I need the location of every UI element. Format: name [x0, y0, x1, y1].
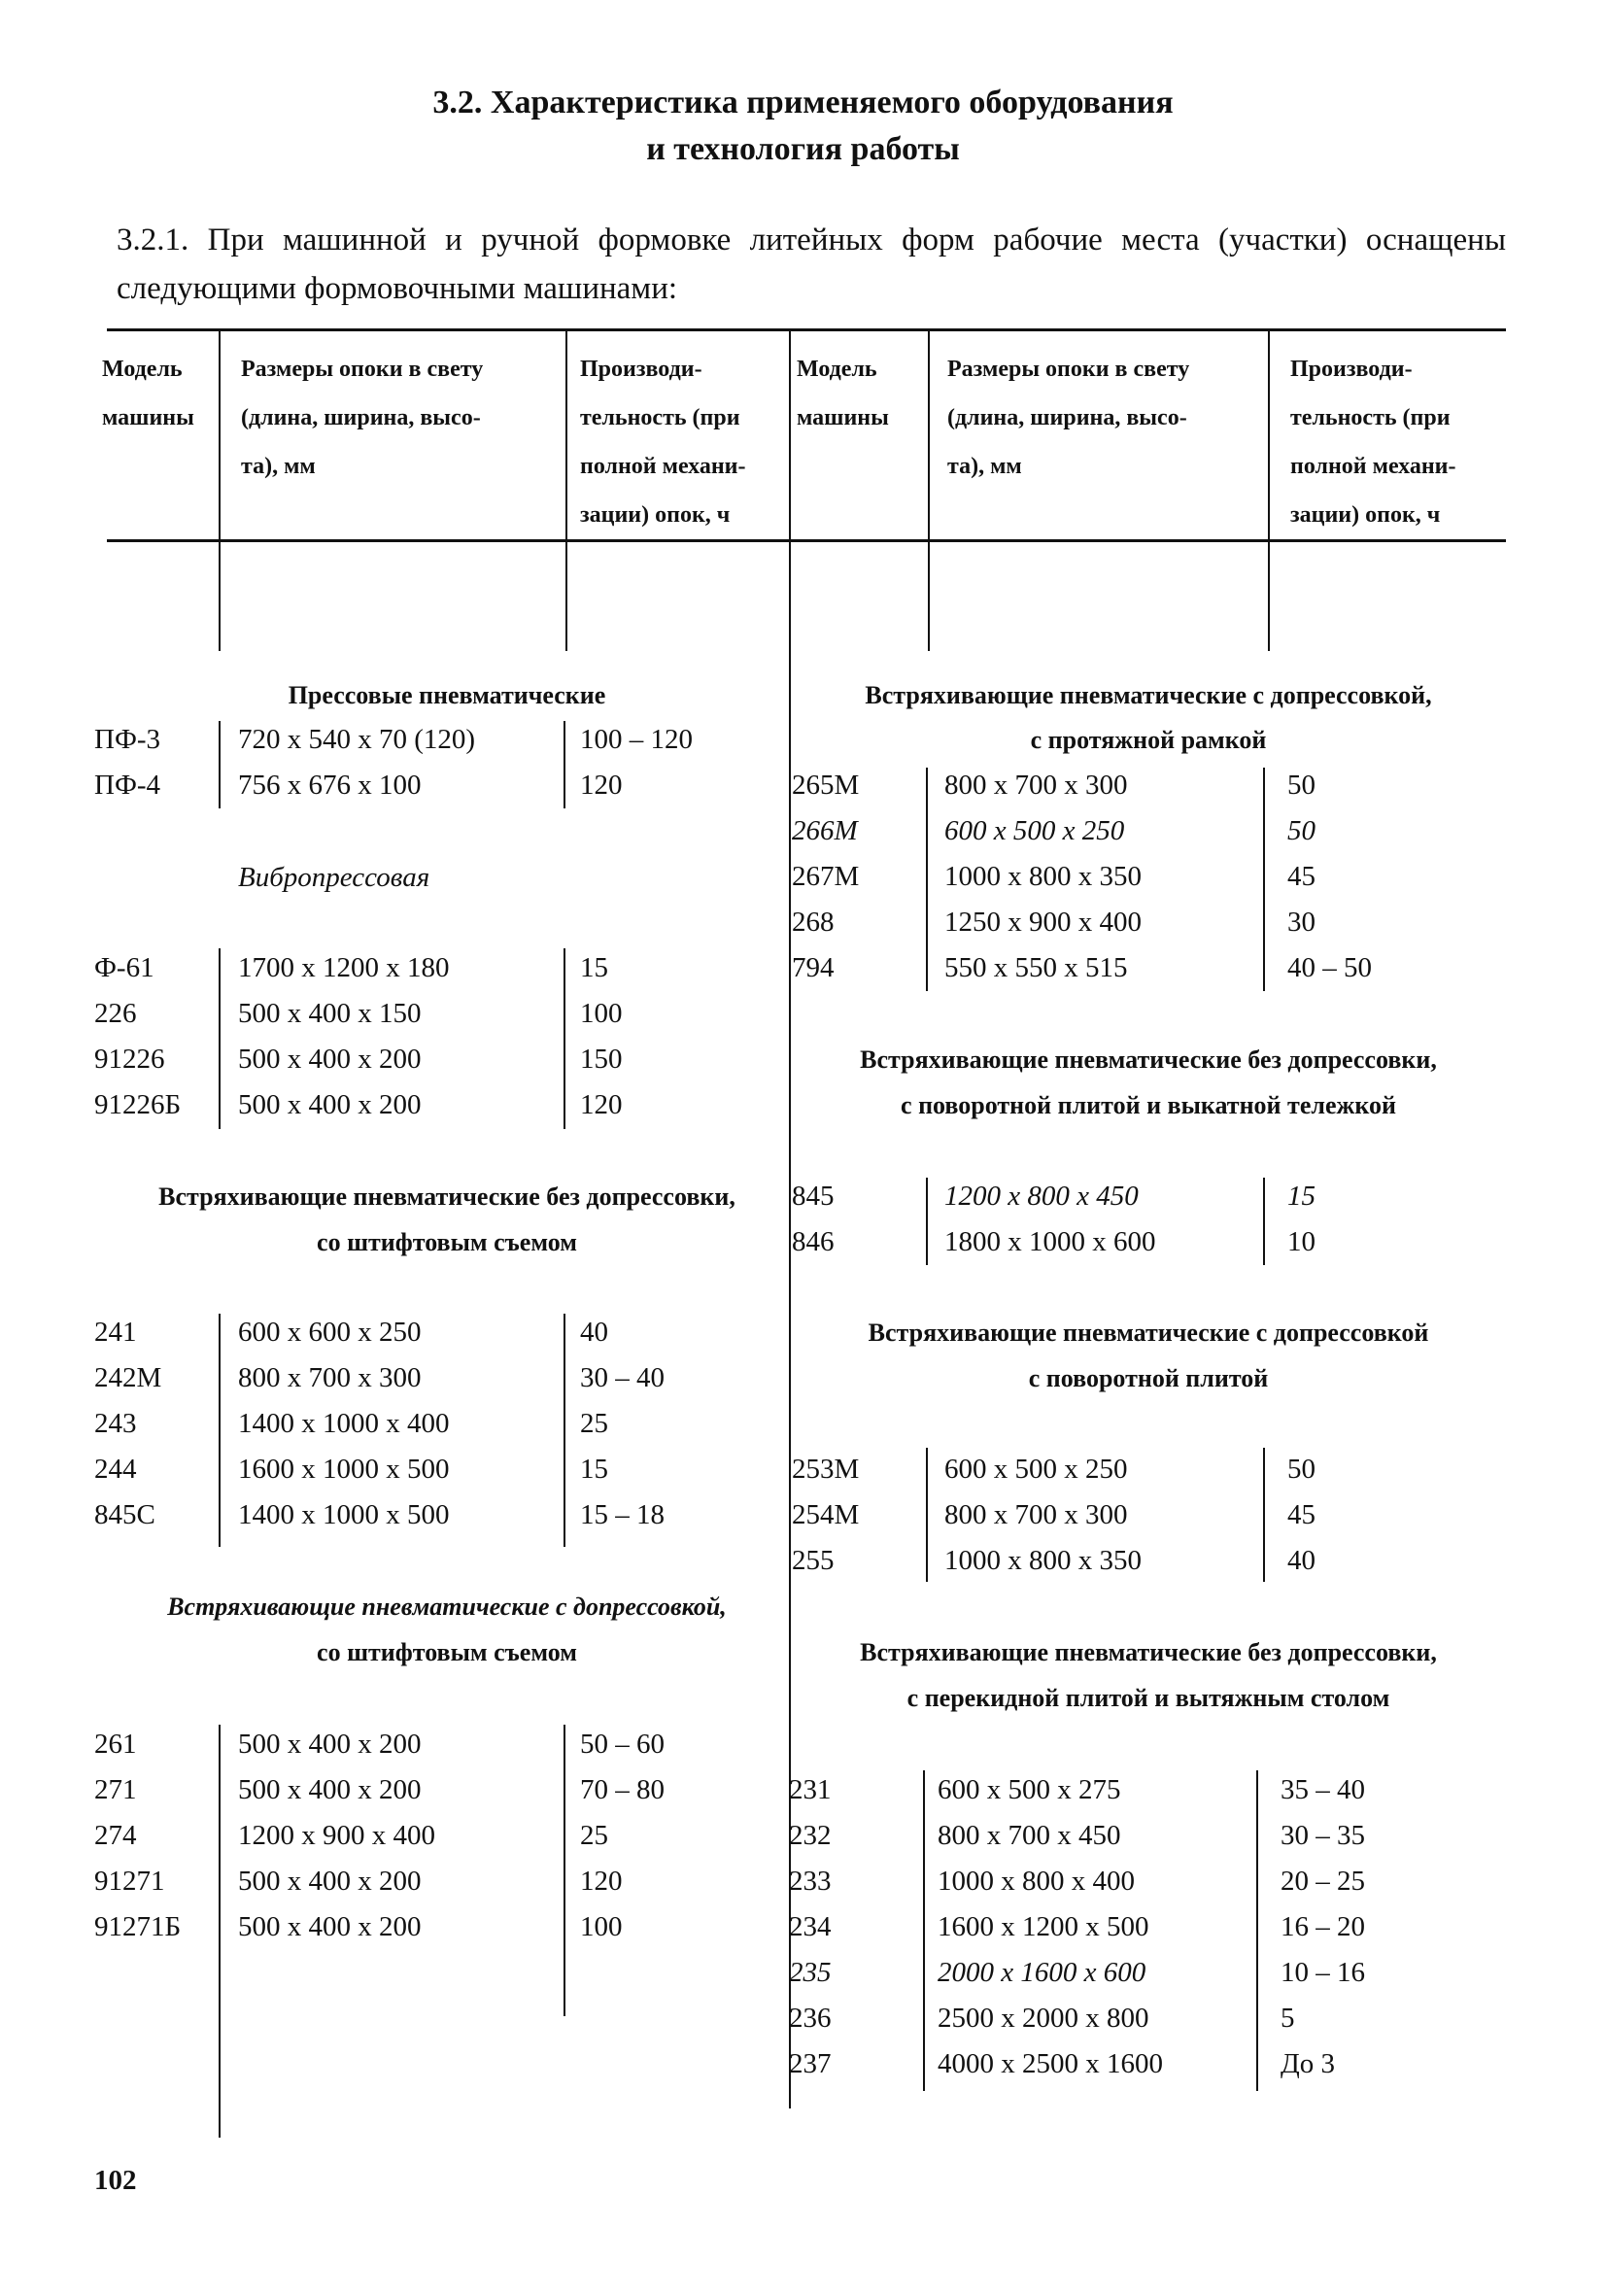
size-cell: 600 x 600 x 250	[238, 1317, 422, 1348]
size-cell: 1400 x 1000 x 400	[238, 1408, 450, 1439]
perf-cell: 45	[1287, 1499, 1316, 1530]
model-cell: 243	[94, 1408, 137, 1439]
col-divider	[564, 948, 565, 1129]
model-cell: 253М	[792, 1454, 860, 1485]
model-cell: 242М	[94, 1362, 162, 1393]
model-cell: 234	[789, 1911, 832, 1942]
col-divider	[926, 1178, 928, 1265]
col-divider	[1256, 1770, 1258, 2091]
section-title: 3.2. Характеристика применяемого оборудования	[432, 85, 1174, 120]
perf-cell: 150	[580, 1044, 623, 1075]
perf-cell: До 3	[1281, 2048, 1336, 2079]
size-cell: 2000 x 1600 x 600	[938, 1957, 1146, 1988]
section-title: с поворотной плитой	[1028, 1364, 1269, 1392]
col-divider	[1263, 1178, 1265, 1265]
perf-cell: 40	[1287, 1545, 1316, 1576]
model-cell: 845С	[94, 1499, 155, 1530]
model-cell: 271	[94, 1774, 137, 1805]
size-cell: 550 x 550 x 515	[944, 952, 1128, 983]
size-cell: 1000 x 800 x 350	[944, 861, 1142, 892]
model-cell: 794	[792, 952, 835, 983]
page-number: 102	[94, 2165, 137, 2196]
section-title: Встряхивающие пневматические с допрессовкой,	[865, 681, 1432, 709]
size-cell: 2500 x 2000 x 800	[938, 2003, 1149, 2034]
header-divider	[928, 330, 930, 651]
model-cell: 91271	[94, 1866, 165, 1897]
perf-cell: 16 – 20	[1281, 1911, 1365, 1942]
section-title: Встряхивающие пневматические без допрессовки,	[158, 1182, 735, 1211]
size-cell: 500 x 400 x 200	[238, 1911, 422, 1942]
header-model: Модель машины	[102, 357, 194, 430]
model-cell: Ф-61	[94, 952, 154, 983]
size-cell: 1000 x 800 x 350	[944, 1545, 1142, 1576]
model-cell: 91226	[94, 1044, 165, 1075]
model-cell: 235	[789, 1957, 832, 1988]
size-cell: 500 x 400 x 200	[238, 1866, 422, 1897]
header-size-right: Размеры опоки в свету (длина, ширина, высо- та), мм	[947, 357, 1190, 479]
section-title: Встряхивающие пневматические с допрессовкой,	[167, 1593, 727, 1621]
size-cell: 1600 x 1200 x 500	[938, 1911, 1149, 1942]
size-cell: 500 x 400 x 150	[238, 998, 422, 1029]
col-divider	[1263, 1448, 1265, 1582]
size-cell: 800 x 700 x 450	[938, 1820, 1121, 1851]
perf-cell: 5	[1281, 2003, 1295, 2034]
model-cell: ПФ-3	[94, 724, 161, 755]
header-divider	[219, 330, 221, 651]
size-cell: 600 x 500 x 250	[944, 815, 1125, 846]
col-divider	[219, 1314, 221, 1547]
perf-cell: 45	[1287, 861, 1316, 892]
col-divider	[564, 1314, 565, 1547]
perf-cell: 120	[580, 1089, 623, 1120]
size-cell: 1200 x 900 x 400	[238, 1820, 435, 1851]
perf-cell: 15	[1287, 1181, 1316, 1212]
perf-cell: 120	[580, 1866, 623, 1897]
intro-paragraph: 3.2.1. При машинной и ручной формовке литейных форм рабочие места (участки) оснащены следующими формовочными машинами:	[117, 223, 1506, 306]
size-cell: 600 x 500 x 275	[938, 1774, 1121, 1805]
model-cell: 231	[789, 1774, 832, 1805]
perf-cell: 100	[580, 998, 623, 1029]
perf-cell: 35 – 40	[1281, 1774, 1365, 1805]
perf-cell: 15	[580, 1454, 608, 1485]
header-divider	[565, 330, 567, 651]
size-cell: 800 x 700 x 300	[238, 1362, 422, 1393]
header-perf-right: Производи- тельность (при полной механи- зации) опок, ч	[1290, 357, 1456, 528]
model-cell: 845	[792, 1181, 835, 1212]
model-cell: 254М	[792, 1499, 860, 1530]
perf-cell: 100	[580, 1911, 623, 1942]
perf-cell: 50	[1287, 1454, 1316, 1485]
size-cell: 800 x 700 x 300	[944, 770, 1128, 801]
perf-cell: 50 – 60	[580, 1729, 665, 1760]
section-subtitle: и технология работы	[646, 131, 960, 167]
perf-cell: 70 – 80	[580, 1774, 665, 1805]
size-cell: 500 x 400 x 200	[238, 1729, 422, 1760]
col-divider	[564, 1725, 565, 2016]
size-cell: 1400 x 1000 x 500	[238, 1499, 450, 1530]
model-cell: 237	[789, 2048, 832, 2079]
header-divider	[1268, 330, 1270, 651]
model-cell: 265М	[792, 770, 860, 801]
col-divider	[923, 1770, 925, 2091]
model-cell: 91271Б	[94, 1911, 182, 1942]
model-cell: 266М	[792, 815, 858, 846]
model-cell: 226	[94, 998, 137, 1029]
header-bottom-rule	[107, 539, 1506, 542]
col-divider	[219, 948, 221, 1129]
perf-cell: 40	[580, 1317, 608, 1348]
size-cell: 720 x 540 x 70 (120)	[238, 724, 476, 755]
perf-cell: 20 – 25	[1281, 1866, 1365, 1897]
col-divider	[926, 768, 928, 991]
col-divider	[219, 1725, 221, 2138]
size-cell: 4000 x 2500 x 1600	[938, 2048, 1163, 2079]
model-cell: 268	[792, 907, 835, 938]
section-title: Встряхивающие пневматические с допрессовкой	[868, 1319, 1429, 1347]
section-title: с поворотной плитой и выкатной тележкой	[901, 1091, 1396, 1119]
perf-cell: 50	[1287, 815, 1316, 846]
section-title: со штифтовым съемом	[317, 1638, 577, 1666]
section-title: Прессовые пневматические	[288, 681, 606, 709]
section-title: со штифтовым съемом	[317, 1228, 577, 1256]
perf-cell: 25	[580, 1408, 608, 1439]
perf-cell: 30 – 40	[580, 1362, 665, 1393]
perf-cell: 10	[1287, 1226, 1316, 1257]
subsection-title: Вибропрессовая	[238, 862, 430, 893]
model-cell: 261	[94, 1729, 137, 1760]
perf-cell: 50	[1287, 770, 1316, 801]
model-cell: 274	[94, 1820, 137, 1851]
col-divider	[926, 1448, 928, 1582]
model-cell: 846	[792, 1226, 835, 1257]
model-cell: 241	[94, 1317, 137, 1348]
size-cell: 756 x 676 x 100	[238, 770, 422, 801]
perf-cell: 30 – 35	[1281, 1820, 1365, 1851]
model-cell: 233	[789, 1866, 832, 1897]
section-title: с протяжной рамкой	[1030, 726, 1267, 754]
perf-cell: 100 – 120	[580, 724, 693, 755]
size-cell: 600 x 500 x 250	[944, 1454, 1128, 1485]
perf-cell: 120	[580, 770, 623, 801]
section-title: Встряхивающие пневматические без допрессовки,	[860, 1045, 1437, 1074]
col-divider	[564, 721, 565, 808]
section-title: с перекидной плитой и вытяжным столом	[906, 1684, 1390, 1712]
header-perf: Производи- тельность (при полной механи- зации) опок, ч	[580, 357, 746, 528]
size-cell: 1700 x 1200 x 180	[238, 952, 450, 983]
size-cell: 500 x 400 x 200	[238, 1089, 422, 1120]
col-divider	[1263, 768, 1265, 991]
size-cell: 1800 x 1000 x 600	[944, 1226, 1156, 1257]
model-cell: 91226Б	[94, 1089, 182, 1120]
size-cell: 500 x 400 x 200	[238, 1774, 422, 1805]
size-cell: 1250 x 900 x 400	[944, 907, 1142, 938]
model-cell: 236	[789, 2003, 832, 2034]
perf-cell: 40 – 50	[1287, 952, 1372, 983]
model-cell: ПФ-4	[94, 770, 161, 801]
perf-cell: 30	[1287, 907, 1316, 938]
model-cell: 255	[792, 1545, 835, 1576]
model-cell: 267М	[792, 861, 860, 892]
model-cell: 244	[94, 1454, 137, 1485]
perf-cell: 15 – 18	[580, 1499, 665, 1530]
model-cell: 232	[789, 1820, 832, 1851]
perf-cell: 15	[580, 952, 608, 983]
table-top-rule	[107, 328, 1506, 331]
size-cell: 500 x 400 x 200	[238, 1044, 422, 1075]
header-model-right: Модель машины	[797, 357, 889, 430]
perf-cell: 10 – 16	[1281, 1957, 1365, 1988]
size-cell: 1000 x 800 x 400	[938, 1866, 1135, 1897]
col-divider	[219, 721, 221, 808]
perf-cell: 25	[580, 1820, 608, 1851]
size-cell: 1200 x 800 x 450	[944, 1181, 1139, 1212]
size-cell: 800 x 700 x 300	[944, 1499, 1128, 1530]
section-title: Встряхивающие пневматические без допрессовки,	[860, 1638, 1437, 1666]
header-size: Размеры опоки в свету (длина, ширина, высо- та), мм	[241, 357, 484, 479]
size-cell: 1600 x 1000 x 500	[238, 1454, 450, 1485]
